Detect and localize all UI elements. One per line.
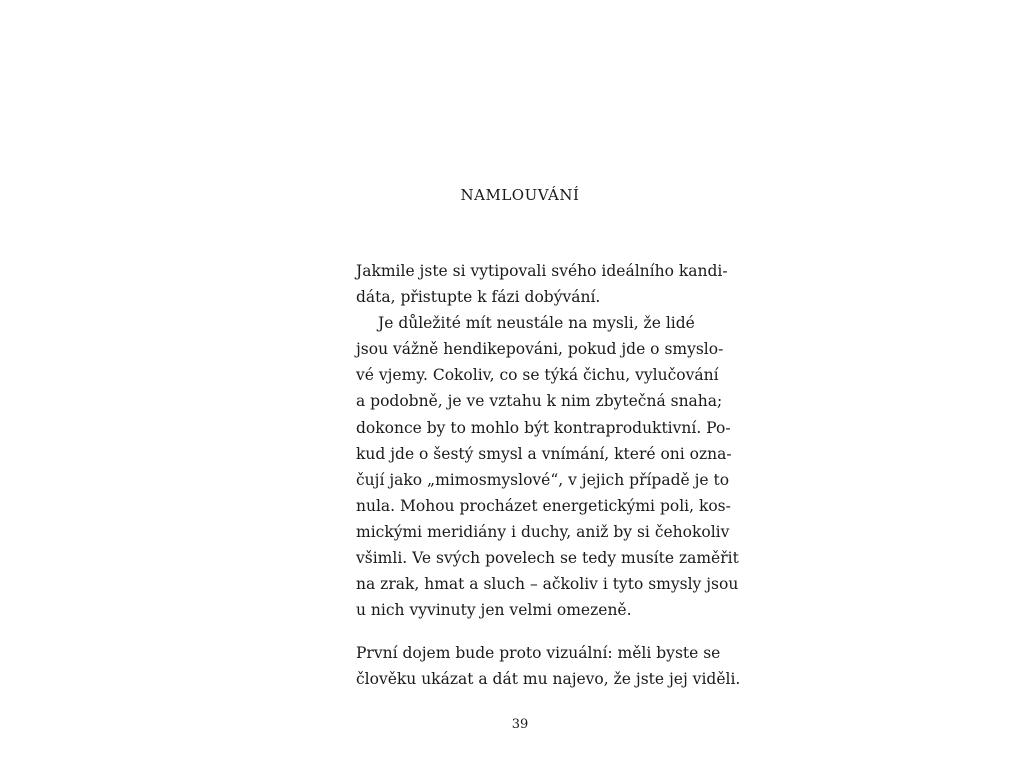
text-line: všimli. Ve svých povelech se tedy musíte zaměřit — [356, 549, 739, 568]
page-number: 39 — [511, 717, 529, 732]
text-line: a podobně, je ve vztahu k nim zbytečná snaha; — [356, 392, 723, 411]
text-line: První dojem bude proto vizuální: měli byste se — [356, 644, 721, 662]
text-line: člověku ukázat a dát mu najevo, že jste jej viděli. — [356, 670, 741, 689]
text-block-secondary — [356, 640, 741, 692]
text-line: Je důležité mít neustále na mysli, že lidé — [378, 314, 695, 333]
text-line: dáta, přistupte k fázi dobývání. — [356, 288, 601, 307]
text-line: nula. Mohou procházet energetickými poli, kos- — [356, 496, 731, 515]
text-line: u nich vyvinuty jen velmi omezeně. — [356, 601, 632, 620]
text-line: Jakmile jste si vytipovali svého ideálního kandi- — [356, 262, 728, 280]
text-line: dokonce by to mohlo být kontraproduktivní. Po- — [356, 418, 731, 437]
text-line: čují jako „mimosmyslové“, v jejich případě je to — [356, 470, 730, 489]
text-line: mickými meridiány i duchy, aniž by si čehokoliv — [356, 522, 730, 541]
text-line: kud jde o šestý smysl a vnímání, které oni ozna- — [356, 444, 732, 463]
text-line: jsou vážně hendikepováni, pokud jde o smyslo- — [356, 340, 724, 359]
text-block-main — [356, 258, 739, 623]
text-line: na zrak, hmat a sluch – ačkoliv i tyto smysly jsou — [356, 575, 739, 594]
text-line: vé vjemy. Cokoliv, co se týká čichu, vylučování — [356, 366, 719, 385]
page-title: NAMLOUVÁNÍ — [460, 186, 580, 204]
